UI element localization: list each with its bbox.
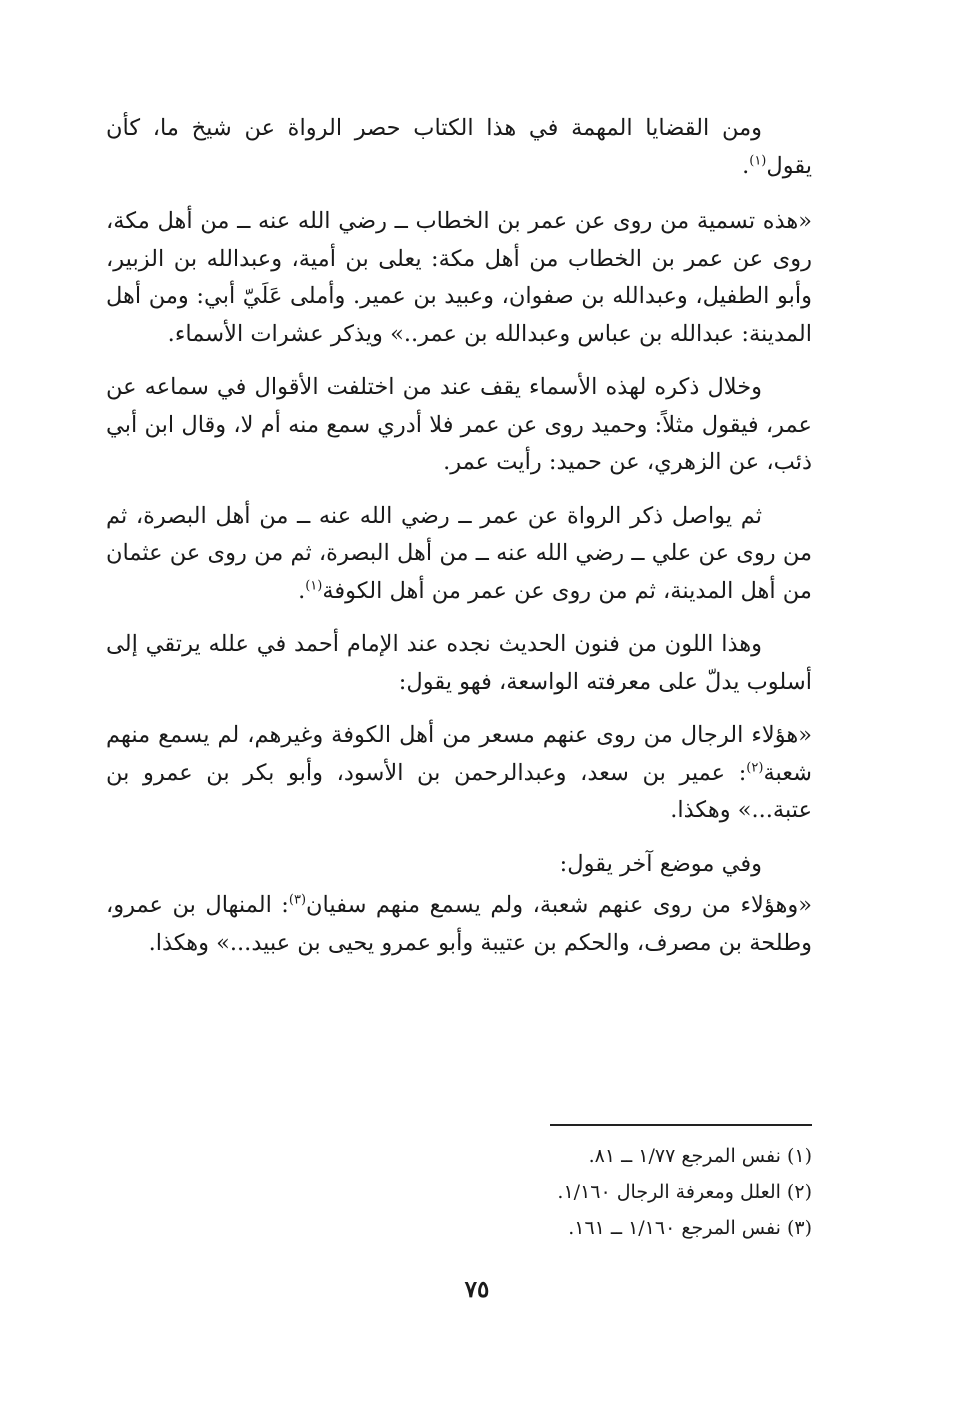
footnote-separator (550, 1124, 812, 1126)
quote-paragraph (106, 717, 812, 830)
paragraph-text: وفي موضع آخر يقول: (559, 850, 762, 877)
paragraph-text: ومن القضايا المهمة في هذا الكتاب حصر الرواة عن شيخ ما، كأن يقول (106, 115, 812, 179)
paragraph-text-continued: . (298, 577, 306, 604)
page-number: ٧٥ (464, 1276, 490, 1303)
footnote-marker: (١) (305, 578, 323, 593)
footnotes (412, 1138, 812, 1246)
page-body (106, 110, 812, 962)
paragraph-text-continued: : المنهال بن عمرو، وطلحة بن مصرف، والحكم بن عتيبة وأبو عمرو يحيى بن عبيد...» وهكذا. (106, 892, 812, 956)
paragraph-text-continued: : عمير بن سعد، وعبدالرحمن بن الأسود، وأبو بكر بن عمرو بن عتبة...» وهكذا. (106, 759, 812, 823)
paragraph-text: ثم يواصل ذكر الرواة عن عمر ــ رضي الله عنه ــ من أهل البصرة، ثم من روى عن علي ــ رضي الله عنه ــ من أهل البصرة، ثم من روى عن عثمان من أهل المدينة، ثم من روى عن عمر من أهل الكوفة (106, 502, 812, 604)
body-paragraph (106, 626, 812, 701)
paragraph-text: «وهؤلاء من روى عنهم شعبة، ولم يسمع منهم سفيان (306, 892, 812, 918)
footnote-3: (٣) نفس المرجع ١/١٦٠ ــ ١٦١. (568, 1217, 812, 1239)
footnote-1: (١) نفس المرجع ١/٧٧ ــ ٨١. (588, 1145, 812, 1167)
paragraph-text: وخلال ذكره لهذه الأسماء يقف عند من اختلفت الأقوال في سماعه عن عمر، فيقول مثلاً: وحميد روى عن عمر فلا أدري سمع منه أم لا، وقال ابن أبي ذئب، عن الزهري، عن حميد: رأيت عمر. (106, 374, 812, 475)
paragraph-text: وهذا اللون من فنون الحديث نجده عند الإمام أحمد في علله يرتقي إلى أسلوب يدلّ على معرفته الواسعة، فهو يقول: (106, 631, 812, 695)
body-paragraph (106, 498, 812, 611)
body-paragraph (106, 110, 812, 185)
footnote-marker: (١) (749, 153, 767, 168)
paragraph-text: «هؤلاء الرجال من روى عنهم مسعر من أهل الكوفة وغيرهم، لم يسمع منهم شعبة (106, 722, 812, 786)
paragraph-text-continued: . (742, 152, 750, 179)
paragraph-text: «هذه تسمية من روى عن عمر بن الخطاب ــ رضي الله عنه ــ من أهل مكة، روى عن عمر بن الخطاب من أهل مكة: يعلى بن أمية، وعبدالله بن الزبير، وأبو الطفيل، وعبدالله بن صفوان، وعبيد بن عمير. وأملى عَلَيّ أبي: ومن أهل المدينة: عبدالله بن عباس وعبدالله بن عمر..» ويذكر عشرات الأسماء. (106, 208, 812, 347)
footnote-marker: (٣) (288, 892, 307, 908)
quote-paragraph (106, 203, 812, 353)
footnote-marker: (٢) (746, 760, 764, 775)
body-paragraph (106, 369, 812, 482)
footnote-2: (٢) العلل ومعرفة الرجال ١/١٦٠. (557, 1181, 812, 1203)
body-paragraph (106, 846, 812, 884)
quote-paragraph (106, 887, 812, 962)
